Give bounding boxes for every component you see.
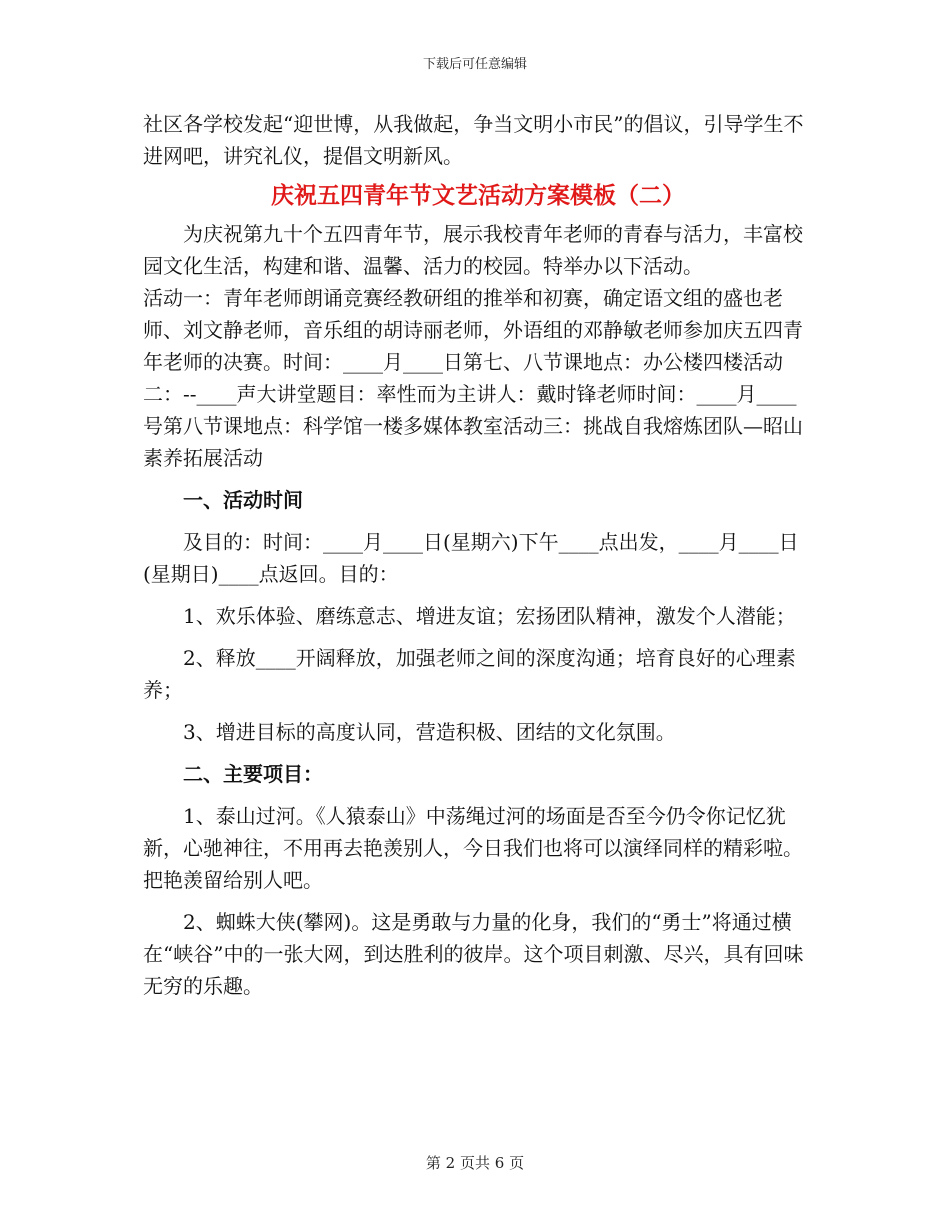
document-title: 庆祝五四青年节文艺活动方案模板（二） [271,182,685,209]
list-item-goal-1: 1、欢乐体验、磨练意志、增进友谊；宏扬团队精神，激发个人潜能； [183,604,796,628]
section-heading-projects: 二、主要项目： [183,762,323,786]
page-header: 下载后可任意编辑 [422,57,527,72]
list-item-project-2: 2、蜘蛛大侠(攀网)。这是勇敢与力量的化身，我们的“勇士”将通过横在“峡谷”中的一张大网，到达胜利的彼岸。这个项目刺激、尽兴，具有回味无穷的乐趣。 [143,910,804,998]
section-heading-time: 一、活动时间 [183,488,303,512]
intro-paragraph: 社区各学校发起“迎世博，从我做起，争当文明小市民”的倡议，引导学生不进网吧，讲究礼仪，提倡文明新风。 [143,112,804,168]
list-item-goal-2: 2、释放____开阔释放，加强老师之间的深度沟通；培育良好的心理素养； [143,646,796,702]
paragraph-time-purpose: 及目的：时间：____月____日(星期六)下午____点出发，____月____日(星期日)____点返回。目的： [143,530,799,586]
paragraph-activities: 活动一：青年老师朗诵竞赛经教研组的推举和初赛，确定语文组的盛也老师、刘文静老师，音乐组的胡诗丽老师，外语组的邓静敏老师参加庆五四青年老师的决赛。时间：____月____日第七、八节课地点：办公楼四楼活动二：--____声大讲堂题目：率性而为主讲人：戴时锋老师时间：____月____号第八节课地点：科学馆一楼多媒体教室活动三：挑战自我熔炼团队—昭山素养拓展活动 [143,286,803,470]
paragraph-purpose: 为庆祝第九十个五四青年节，展示我校青年老师的青春与活力，丰富校园文化生活，构建和谐、温馨、活力的校园。特举办以下活动。 [143,222,803,278]
list-item-project-1: 1、泰山过河。《人猿泰山》中荡绳过河的场面是否至今仍令你记忆犹新，心驰神往，不用再去艳羡别人，今日我们也将可以演绎同样的精彩啦。把艳羡留给别人吧。 [143,804,803,892]
page-footer: 第 2 页共 6 页 [425,1154,525,1172]
list-item-goal-3: 3、增进目标的高度认同，营造积极、团结的文化氛围。 [183,720,676,744]
document-body [143,108,813,1002]
